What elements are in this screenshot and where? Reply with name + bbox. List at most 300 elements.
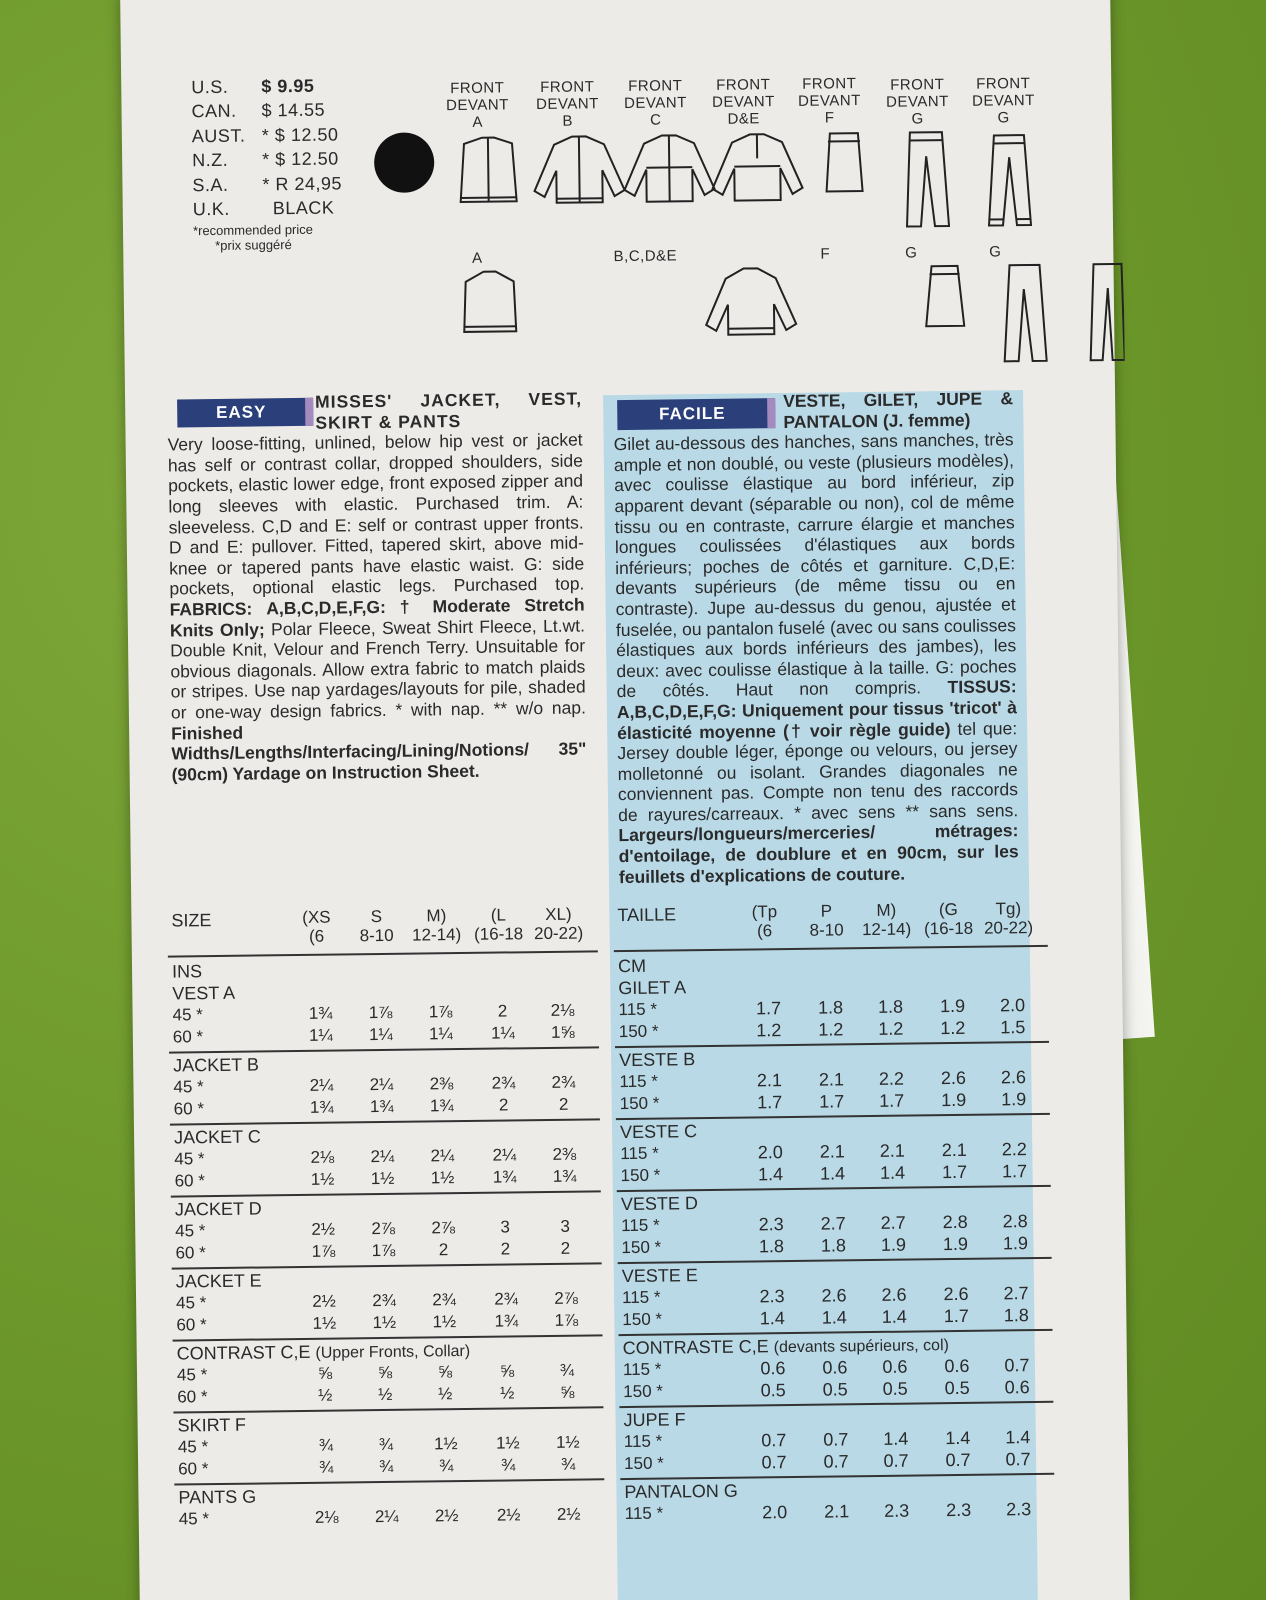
width-label: 150 *: [620, 1165, 661, 1186]
width-label: 45 *: [178, 1509, 210, 1529]
pants-g-back-drawing: [1003, 265, 1046, 362]
group-title: VESTE B: [619, 1049, 696, 1071]
yardage-cell: 0.7: [883, 1450, 909, 1471]
yardage-cell: 2¼: [492, 1145, 517, 1165]
group-rule: [171, 1190, 601, 1197]
yardage-cell: 0.7: [823, 1451, 849, 1472]
yardage-cell: 2: [500, 1239, 511, 1259]
group-name: [621, 1193, 698, 1215]
yardage-cell: 1.8: [1003, 1305, 1029, 1326]
back-view-label: A: [472, 249, 483, 267]
yardage-cell: 1.7: [755, 998, 782, 1019]
title-en: MISSES' JACKET, VEST, SKIRT & PANTS: [314, 388, 583, 433]
yardage-cell: 1.2: [818, 1019, 844, 1040]
width-label: 115 *: [621, 1215, 660, 1236]
group-name: [623, 1334, 949, 1359]
front-view-line1: FRONT: [976, 74, 1031, 93]
size-code: (G: [938, 899, 958, 920]
yardage-cell: 1.7: [757, 1092, 783, 1113]
group-name: [173, 1054, 259, 1076]
group-title: PANTALON G: [624, 1480, 738, 1503]
yardage-cell: 1.8: [758, 1236, 785, 1257]
vest-a-front-drawing: [460, 137, 517, 202]
price-value: * $ 12.50: [261, 124, 339, 146]
width-label: 60 *: [177, 1387, 208, 1407]
pants-g-elastic-back-drawing: [1089, 264, 1124, 360]
fabrics-body: Polar Fleece, Sweat Shirt Fleece, Lt.wt. Double Knit, Velour and French Terry. Unsuitable for obvious diagonals. Allow extra fabric to match plaids or stripes. Use nap yardages/layouts for pile, shaded or one-way design fabrics. * with nap. ** w/o nap.: [170, 615, 586, 723]
jacket-back-drawing: [706, 268, 797, 335]
description-fr: [613, 388, 1019, 887]
tissus-body: tel que: Jersey double léger, éponge ou velours, ou jersey molletonné ou isolant. Grandes diagonales ne conviennent pas. Compte non tenu des raccords de rayures/carreaux. * avec sens ** sans sens.: [617, 717, 1019, 825]
front-view-label: [527, 78, 608, 130]
price-note-en: *recommended price: [192, 221, 314, 239]
front-view-line2: DEVANT: [624, 94, 687, 112]
yardage-cell: 1.9: [880, 1234, 907, 1255]
yardage-cell: 1⅞: [368, 1002, 393, 1023]
price-value: * R 24,95: [262, 173, 343, 195]
yardage-cell: 2⅛: [550, 1000, 575, 1020]
yardage-cell: 0.7: [823, 1429, 849, 1450]
yardage-cell: 1½: [312, 1313, 337, 1333]
yardage-cell: 0.6: [822, 1357, 848, 1378]
yardage-cell: 0.7: [1004, 1355, 1030, 1376]
yardage-cell: 2.7: [820, 1213, 846, 1234]
yardage-cell: ⅝: [437, 1362, 453, 1382]
yardage-cell: 0.5: [882, 1378, 908, 1399]
width-label: 115 *: [624, 1503, 664, 1524]
yardage-cell: 2½: [311, 1219, 336, 1239]
yardage-cell: 1.7: [943, 1305, 969, 1327]
front-view-line1: FRONT: [802, 75, 857, 93]
subtitle-fr: (J. femme): [882, 409, 971, 431]
yardage-cell: ¾: [318, 1457, 334, 1477]
group-title: JUPE F: [623, 1409, 686, 1431]
width-label: 115 *: [618, 999, 658, 1020]
yardage-cell: 2: [438, 1240, 449, 1260]
facile-badge: FACILE: [617, 398, 775, 430]
front-view-line2: DEVANT: [797, 92, 861, 110]
group-title: JACKET C: [173, 1126, 261, 1148]
front-view-view: C: [649, 111, 662, 129]
front-view-line2: DEVANT: [712, 93, 775, 111]
price-row: [191, 76, 314, 99]
yardage-cell: 1½: [372, 1312, 397, 1333]
size-range: 20-22): [983, 918, 1034, 938]
size-code: M): [426, 906, 447, 926]
description-en: [167, 388, 587, 784]
back-view-label: G: [989, 243, 1002, 261]
back-view-label: G: [905, 244, 918, 262]
yardage-cell: 2⅛: [314, 1507, 339, 1527]
yardage-cell: 1.4: [819, 1163, 846, 1184]
width-label: 115 *: [623, 1431, 663, 1452]
yardage-cell: 2.7: [1003, 1283, 1029, 1304]
width-label: 115 *: [622, 1359, 662, 1380]
yardage-cell: 1.9: [941, 1089, 967, 1111]
yardage-cell: 1.4: [1005, 1427, 1031, 1448]
skirt-f-back-drawing: [926, 266, 965, 326]
yardage-cell: 2.6: [881, 1284, 907, 1305]
price-value: BLACK: [272, 197, 335, 219]
yardage-cell: 2: [497, 1001, 508, 1021]
vest-a-back-drawing: [464, 271, 517, 332]
price-row: [193, 198, 335, 221]
unit-label: INS: [171, 961, 203, 982]
width-label: 115 *: [620, 1143, 659, 1164]
yardage-cell: 0.6: [1004, 1377, 1030, 1398]
width-label: 45 *: [175, 1293, 207, 1313]
price-country: AUST.: [191, 125, 246, 147]
yardage-cell: 1.2: [878, 1018, 904, 1039]
table-rule: [168, 950, 598, 957]
group-rule: [174, 1478, 604, 1485]
yardage-cell: ⅝: [377, 1362, 393, 1383]
yardage-cell: 2.0: [762, 1502, 788, 1523]
group-name: [175, 1198, 262, 1220]
width-label: 45 *: [173, 1077, 204, 1097]
yardage-cell: 2.3: [759, 1286, 785, 1307]
skirt-f-front-drawing: [826, 133, 863, 191]
yardage-cell: 1½: [433, 1434, 458, 1454]
yardage-cell: 1.9: [1001, 1089, 1027, 1110]
price-country: CAN.: [191, 100, 237, 122]
yardage-cell: 2⅞: [431, 1218, 456, 1238]
group-rule: [172, 1262, 602, 1269]
yardage-cell: 1.9: [1002, 1233, 1029, 1254]
pants-g-elastic-front-drawing: [988, 135, 1031, 226]
front-view-line1: FRONT: [890, 76, 945, 94]
price-note-fr: *prix suggéré: [215, 237, 292, 253]
group-title: CONTRAST C,E: [176, 1341, 311, 1364]
front-view-view: G: [997, 109, 1010, 127]
jacket-c-front-drawing: [624, 135, 715, 202]
yardage-cell: 2: [560, 1238, 571, 1258]
size-code: (XS: [302, 907, 331, 927]
yardage-cell: 1¾: [308, 1003, 333, 1023]
size-range: 12-14): [861, 919, 912, 940]
size-code: XL): [545, 904, 572, 924]
yardage-cell: ¾: [500, 1455, 516, 1475]
yardage-cell: 0.6: [882, 1356, 908, 1377]
yardage-cell: 2¼: [430, 1146, 455, 1166]
yardage-cell: 1.4: [757, 1164, 784, 1185]
yardage-cell: 2.7: [880, 1212, 906, 1233]
group-title: PANTS G: [178, 1486, 257, 1508]
jacket-b-front-drawing: [534, 136, 625, 203]
front-view-view: B: [562, 112, 574, 130]
yardage-cell: ¾: [560, 1454, 576, 1474]
size-code: Tg): [995, 899, 1022, 919]
width-label: 115 *: [619, 1071, 659, 1092]
group-note: (devants supérieurs, col): [773, 1337, 950, 1357]
size-header: [851, 900, 921, 939]
front-view-line2: DEVANT: [536, 95, 599, 114]
yardage-cell: 1.4: [879, 1162, 906, 1183]
yardage-cell: 2.1: [819, 1141, 845, 1162]
yardage-cell: 3: [560, 1216, 571, 1236]
size-header: [401, 906, 471, 945]
front-view-label: [963, 75, 1044, 127]
width-label: 45 *: [177, 1437, 209, 1457]
yardage-cell: 2.1: [879, 1140, 905, 1161]
price-value: $ 14.55: [261, 99, 326, 121]
group-name: [174, 1126, 261, 1148]
yardage-cell: 0.6: [944, 1355, 970, 1377]
yardage-cell: ½: [500, 1383, 515, 1403]
yardage-cell: 0.5: [944, 1377, 970, 1399]
group-title: GILET A: [618, 977, 687, 999]
group-name: [624, 1481, 738, 1503]
yardage-cell: 1¼: [308, 1025, 333, 1045]
yardage-cell: 1.9: [942, 1233, 969, 1255]
size-code: (Tp: [751, 902, 778, 922]
front-view-line1: FRONT: [540, 78, 595, 96]
price-row: [191, 100, 325, 123]
yardage-cell: ¾: [378, 1434, 394, 1455]
yardage-cell: 0.6: [760, 1358, 786, 1379]
yardage-cell: ⅝: [560, 1382, 575, 1402]
yardage-cell: 2¾: [432, 1290, 457, 1310]
front-view-view: F: [824, 109, 835, 127]
pants-g-front-drawing: [906, 132, 949, 227]
yardage-cell: 1.8: [820, 1235, 847, 1256]
yardage-cell: 1.2: [940, 1017, 966, 1039]
front-view-label: [877, 76, 958, 128]
group-name: [623, 1409, 685, 1431]
group-title: VEST A: [172, 982, 236, 1004]
front-view-line1: FRONT: [450, 79, 505, 98]
yardage-cell: 2.2: [878, 1068, 905, 1089]
tissus-label: TISSUS:: [947, 676, 1017, 698]
group-note: (Upper Fronts, Collar): [315, 1342, 471, 1362]
front-view-line2: DEVANT: [446, 96, 509, 115]
yardage-cell: 2⅜: [429, 1074, 454, 1094]
size-range: (16-18: [473, 924, 524, 944]
body-fr: Gilet au-dessous des hanches, sans manches, très ample et non doublé, ou veste (plusieurs modèles), avec coulisse élastique au bord inférieur, zip apparent devant (séparable ou non), col de même tissu ou en contraste, carrure élargie et manches longues coulissées d'élastiques aux bords inférieurs; poches de côtés et garniture. C,D,E: devants supérieurs (de même tissu ou en contraste). Jupe au-dessus du genou, ajustée et fuselée, ou pantalon fuselé (avec ou sans coulisses élastiques aux bords inférieurs des jambes), les deux: avec coulisse élastique à la taille. G: poches de côtés. Haut non compris.: [613, 429, 1017, 702]
group-name: [172, 983, 235, 1005]
back-view-label: B,C,D&E: [613, 247, 678, 266]
front-view-label: [437, 79, 518, 131]
yardage-cell: 0.7: [761, 1430, 787, 1451]
yardage-cell: 0.5: [822, 1379, 848, 1400]
yardage-cell: 1.7: [879, 1090, 905, 1111]
yardage-cell: 1⅝: [550, 1022, 575, 1042]
price-row: [192, 148, 339, 171]
group-rule: [169, 1046, 599, 1053]
group-title: VESTE C: [619, 1121, 698, 1143]
group-name: [176, 1270, 262, 1292]
yardage-cell: 2¾: [551, 1072, 576, 1092]
yardage-cell: 2.8: [942, 1211, 968, 1233]
yardage-cell: 1½: [370, 1168, 395, 1189]
yardage-cell: 2¾: [494, 1289, 519, 1309]
price-country: U.S.: [191, 76, 229, 98]
yardage-cell: 2½: [434, 1506, 459, 1526]
body-en: Very loose-fitting, unlined, below hip vest or jacket has self or contrast collar, dropped shoulders, side pockets, elastic lower edge, front exposed zipper and long sleeves with elastic. Purchased trim. A: sleeveless. C,D and E: self or contrast upper fronts. D and E: pullover. Fitted, tapered skirt, above mid-knee or tapered pants have elastic waist. G: side pockets, optional elastic legs. Purchased top.: [167, 429, 585, 599]
size-range: 20-22): [533, 923, 584, 944]
yardage-cell: 1.4: [883, 1428, 909, 1449]
yardage-cell: 2.6: [1000, 1067, 1027, 1088]
yardage-cell: 1.5: [1000, 1017, 1026, 1038]
group-name: [618, 977, 686, 999]
title-fr: VESTE, GILET, JUPE & PANTALON: [783, 388, 1014, 432]
size-range: (6: [756, 921, 773, 941]
group-title: JACKET B: [173, 1054, 260, 1076]
yardage-cell: ½: [378, 1384, 393, 1405]
yardage-cell: 1.7: [819, 1091, 845, 1112]
size-range: 12-14): [411, 925, 462, 945]
yardage-cell: 2.0: [999, 995, 1026, 1016]
yardage-cell: 2.6: [943, 1283, 969, 1305]
width-label: 45 *: [174, 1149, 205, 1169]
yardage-cell: 2.1: [756, 1070, 783, 1091]
yardage-cell: 2⅞: [554, 1288, 579, 1308]
yardage-cell: 1.7: [941, 1161, 968, 1183]
yardage-cell: ½: [318, 1385, 333, 1405]
yardage-cell: 0.7: [1005, 1449, 1031, 1470]
yardage-cell: 1¾: [369, 1096, 394, 1117]
yardage-cell: 2¾: [491, 1073, 516, 1093]
yardage-cell: 0.7: [945, 1449, 971, 1471]
yardage-cell: 0.7: [761, 1452, 787, 1473]
price-row: [192, 173, 342, 196]
table-size-label: SIZE: [171, 910, 212, 931]
yardage-cell: 1⅞: [371, 1240, 396, 1261]
front-view-view: A: [472, 113, 484, 131]
width-label: 60 *: [175, 1243, 206, 1263]
width-label: 45 *: [176, 1365, 208, 1385]
size-header: [729, 902, 799, 941]
width-label: 150 *: [623, 1381, 664, 1402]
yardage-cell: 1⅞: [428, 1002, 453, 1022]
width-label: 150 *: [623, 1453, 664, 1474]
back-view-label: F: [820, 245, 831, 263]
yardage-cell: 1¾: [552, 1166, 577, 1186]
group-name: [178, 1487, 256, 1509]
front-view-line2: DEVANT: [972, 91, 1035, 110]
yardage-cell: 2½: [496, 1505, 521, 1525]
size-code: (L: [490, 905, 507, 925]
price-country: U.K.: [192, 198, 230, 220]
yardage-cell: 1.4: [881, 1306, 907, 1327]
yardage-cell: 2.3: [1006, 1499, 1032, 1520]
size-code: M): [876, 900, 897, 920]
size-code: S: [370, 906, 383, 927]
yardage-cell: 2.0: [757, 1142, 783, 1163]
yardage-cell: 2⅜: [552, 1144, 577, 1164]
yardage-cell: 2¼: [374, 1506, 399, 1527]
front-view-line1: FRONT: [716, 76, 771, 94]
yardage-cell: 1.8: [877, 996, 904, 1017]
front-view-line1: FRONT: [628, 77, 683, 95]
yardage-cell: 2.1: [818, 1069, 845, 1090]
yardage-cell: 1¾: [309, 1097, 334, 1117]
yardage-cell: 2.3: [884, 1500, 910, 1521]
width-label: 45 *: [172, 1005, 203, 1025]
yardage-cell: 2⅞: [371, 1218, 396, 1239]
yardage-cell: 2½: [312, 1291, 337, 1311]
size-header: [973, 899, 1043, 938]
group-title: CONTRASTE C,E: [622, 1336, 769, 1359]
yardage-cell: 2⅛: [310, 1147, 335, 1167]
yardage-cell: ¾: [318, 1435, 334, 1455]
yardage-cell: 1¾: [494, 1311, 519, 1331]
group-name: [177, 1340, 471, 1365]
yardage-cell: 1½: [432, 1312, 457, 1332]
black-dot-sticker: [374, 132, 435, 193]
yardage-cell: 1¾: [492, 1167, 517, 1187]
size-range: 8-10: [809, 920, 844, 940]
fabrics-label: FABRICS:: [169, 598, 253, 620]
finished-fr: Largeurs/longueurs/mercеries/ métrages: d'entoilage, de doublure et en 90cm, sur les feuillets d'explications de couture.: [618, 820, 1019, 887]
pattern-envelope-back: [120, 0, 1130, 1600]
yardage-cell: 2¼: [309, 1075, 334, 1095]
yardage-cell: 1½: [555, 1432, 580, 1452]
yardage-cell: 1⅞: [311, 1241, 336, 1261]
group-rule: [170, 1118, 600, 1125]
front-view-label: [615, 77, 696, 129]
size-code: P: [820, 901, 833, 921]
finished-en: Finished Widths/Lengths/Interfacing/Lining/Notions/ 35" (90cm) Yardage on Instruction Sheet.: [171, 722, 587, 785]
width-label: 60 *: [173, 1099, 205, 1119]
group-title: VESTE E: [621, 1265, 698, 1287]
size-header: [523, 904, 593, 943]
yardage-cell: 2.1: [941, 1139, 967, 1161]
width-label: 60 *: [178, 1459, 209, 1479]
yardage-cell: 1.2: [756, 1020, 782, 1041]
price-value: $ 9.95: [261, 75, 315, 97]
yardage-cell: ¾: [438, 1456, 454, 1476]
yardage-cell: 2¼: [369, 1074, 394, 1095]
yardage-cell: 1⅞: [554, 1310, 579, 1330]
easy-badge: EASY: [177, 398, 313, 428]
tissus-views: A,B,C,D,E,F,G: Uniquement pour tissus 'tricot' à élasticité moyenne († voir règle guide): [616, 697, 1018, 743]
yardage-cell: ⅝: [499, 1361, 515, 1381]
yardage-cell: 1¼: [428, 1024, 453, 1044]
yardage-cell: 2.8: [1002, 1211, 1028, 1232]
yardage-cell: 2.3: [758, 1214, 784, 1235]
yardage-cell: 2¼: [370, 1146, 395, 1167]
price-country: N.Z.: [192, 149, 229, 171]
yardage-cell: 1¼: [368, 1024, 393, 1045]
price-row: [192, 124, 339, 147]
width-label: 150 *: [619, 1093, 660, 1114]
front-view-view: G: [911, 110, 924, 128]
table-size-label: TAILLE: [617, 904, 677, 926]
yardage-cell: 1½: [495, 1433, 520, 1453]
group-name: [620, 1121, 697, 1143]
yardage-cell: 2: [498, 1095, 509, 1115]
group-name: [619, 1049, 695, 1071]
width-label: 60 *: [172, 1027, 204, 1047]
group-name: [622, 1265, 698, 1287]
yardage-cell: 1.7: [1001, 1161, 1028, 1182]
width-label: 150 *: [621, 1237, 662, 1258]
width-label: 150 *: [622, 1309, 663, 1330]
width-label: 150 *: [618, 1021, 659, 1042]
yardage-cell: 1½: [310, 1169, 335, 1189]
yardage-cell: 2.6: [821, 1285, 847, 1306]
front-view-label: [789, 75, 870, 127]
yardage-cell: ¾: [378, 1456, 394, 1477]
price-value: * $ 12.50: [262, 148, 339, 170]
yardage-cell: 1.4: [759, 1308, 785, 1329]
fabrics-views: A,B,C,D,E,F,G: † Moderate Stretch Knits Only;: [169, 594, 585, 641]
price-country: S.A.: [192, 174, 229, 196]
yardage-cell: ½: [438, 1384, 453, 1404]
width-label: 45 *: [175, 1221, 206, 1241]
group-title: JACKET D: [174, 1198, 262, 1220]
